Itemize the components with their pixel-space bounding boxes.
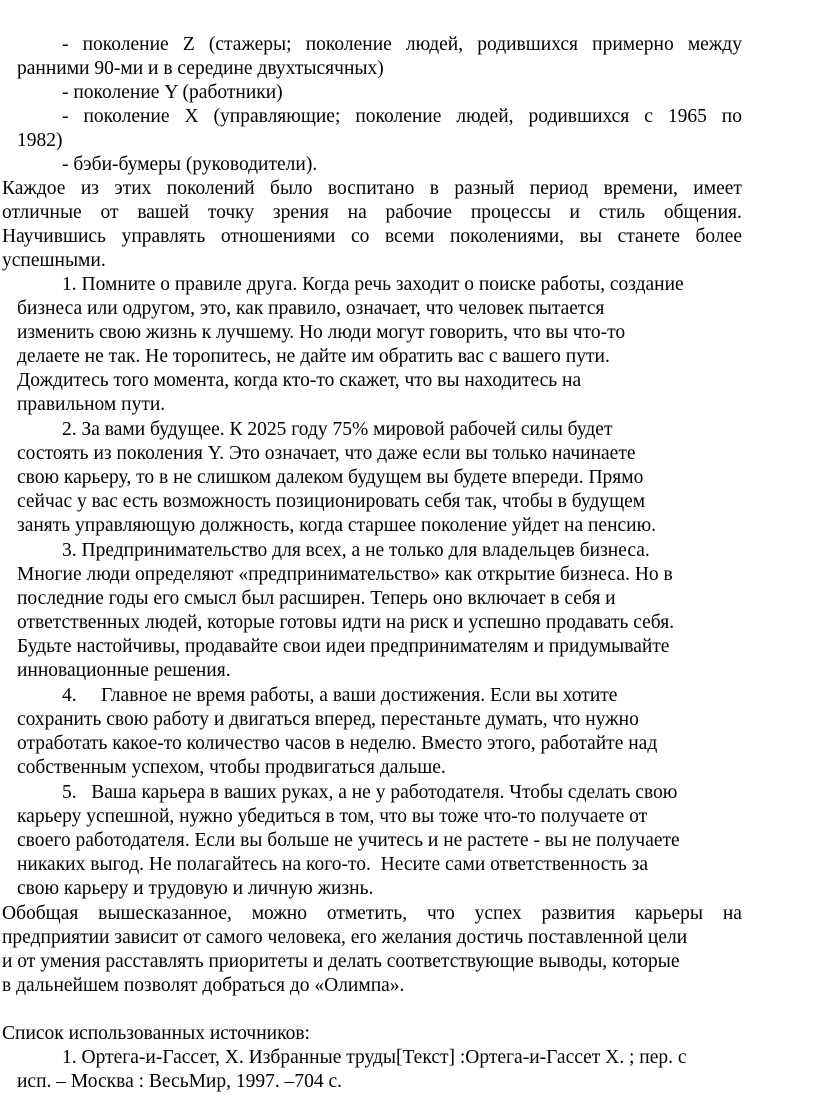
word: людей,: [405, 34, 464, 55]
word: (управляющие;: [213, 106, 341, 127]
generation-x-line-1: [62, 105, 742, 129]
word: вашей: [137, 202, 190, 223]
tip-3-line-5: Будьте настойчивы, продавайте свои идеи предпринимателям и придумывайте: [17, 636, 670, 657]
tip-2-line-1: 2. За вами будущее. К 2025 году 75% мировой рабочей силы будет: [62, 419, 613, 440]
word: воспитано: [327, 178, 415, 199]
word: 1965: [667, 106, 707, 127]
conclusion-line-2: предприятии зависит от самого человека, его желания достичь поставленной цели: [2, 927, 688, 948]
word: вы: [579, 226, 602, 247]
references-title: Список использованных источников:: [2, 1023, 310, 1044]
generation-z-line-2: ранними 90-ми и в середине двухтысячных): [17, 58, 384, 79]
generation-x-line-2: 1982): [17, 130, 63, 151]
generation-z-line-1: [62, 33, 742, 57]
tip-3-line-1: 3. Предпринимательство для всех, а не только для владельцев бизнеса.: [62, 540, 650, 561]
word: общения.: [663, 202, 742, 223]
tip-1-line-1: 1. Помните о правиле друга. Когда речь заходит о поиске работы, создание: [62, 274, 684, 295]
tip-3-line-2: Многие люди определяют «предпринимательство» как открытие бизнеса. Но в: [17, 564, 673, 585]
word: поколений: [166, 178, 255, 199]
word: процессы: [470, 202, 551, 223]
word: стиль: [598, 202, 646, 223]
word: что: [426, 903, 455, 924]
word: Обобщая: [2, 903, 79, 924]
generation-boomers: - бэби-бумеры (руководители).: [62, 154, 318, 175]
word: -: [62, 34, 69, 55]
word: станете: [617, 226, 680, 247]
word: более: [695, 226, 742, 247]
word: вышесказанное,: [98, 903, 232, 924]
word: отличные: [2, 202, 82, 223]
word: поколение: [305, 34, 392, 55]
intro-line-3: [2, 225, 742, 249]
reference-1-line-1: 1. Ортега-и-Гассет, Х. Избранные труды[Текст] :Ортега-и-Гассет Х. ; пер. с: [62, 1047, 687, 1068]
tip-4-line-2: сохранить свою работу и двигаться вперед, перестаньте думать, что нужно: [17, 709, 639, 730]
tip-5-line-3: своего работодателя. Если вы больше не учитесь и не растете - вы не получаете: [17, 830, 680, 851]
word: (стажеры;: [208, 34, 292, 55]
tip-1-line-6: правильном пути.: [17, 394, 166, 415]
tip-4-line-1: 4. Главное не время работы, а ваши достижения. Если вы хотите: [62, 685, 618, 706]
word: -: [62, 106, 69, 127]
intro-line-1: [2, 177, 742, 201]
word: зрения: [272, 202, 329, 223]
word: между: [687, 34, 742, 55]
word: рабочие: [385, 202, 453, 223]
word: поколение: [82, 34, 169, 55]
word: на: [722, 903, 742, 924]
tip-3-line-6: инновационные решения.: [17, 660, 231, 681]
word: разный: [454, 178, 515, 199]
tip-4-line-4: собственным успехом, чтобы продвигаться дальше.: [17, 757, 446, 778]
tip-1-line-3: изменить свою жизнь к лучшему. Но люди могут говорить, что вы что-то: [17, 322, 626, 343]
conclusion-line-4: в дальнейшем позволят добраться до «Олимпа».: [2, 975, 405, 996]
word: поколениями,: [449, 226, 565, 247]
tip-5-line-1: 5. Ваша карьера в ваших руках, а не у работодателя. Чтобы сделать свою: [62, 782, 678, 803]
word: успех: [474, 903, 522, 924]
word: поколение: [83, 106, 170, 127]
tip-3-line-3: последние годы его смысл был расширен. Теперь оно включает в себя и: [17, 588, 616, 609]
word: из: [80, 178, 99, 199]
tip-1-line-5: Дождитесь того момента, когда кто-то скажет, что вы находитесь на: [17, 370, 582, 391]
word: этих: [114, 178, 152, 199]
word: имеет: [693, 178, 742, 199]
word: времени,: [603, 178, 678, 199]
word: можно: [251, 903, 307, 924]
word: всеми: [384, 226, 435, 247]
word: поколение: [355, 106, 442, 127]
tip-2-line-3: свою карьеру, то в не слишком далеком будущем вы будете впереди. Прямо: [17, 467, 644, 488]
tip-5-line-5: свою карьеру и трудовую и личную жизнь.: [17, 878, 374, 899]
conclusion-line-3: и от умения расставлять приоритеты и делать соответствующие выводы, которые: [2, 951, 680, 972]
reference-1-line-2: исп. – Москва : ВесьМир, 1997. –704 с.: [17, 1071, 343, 1092]
tip-1-line-4: делаете не так. Не торопитесь, не дайте им обратить вас с вашего пути.: [17, 346, 610, 367]
word: в: [429, 178, 439, 199]
word: от: [100, 202, 119, 223]
word: Z: [182, 34, 195, 55]
word: людей,: [456, 106, 514, 127]
conclusion-line-1: [2, 902, 742, 926]
intro-line-4: успешными.: [2, 250, 106, 271]
word: Научившись: [2, 226, 106, 247]
tip-2-line-4: сейчас у вас есть возможность позиционировать себя так, чтобы в будущем: [17, 491, 646, 512]
word: отметить,: [326, 903, 408, 924]
word: X: [184, 106, 199, 127]
tip-5-line-2: карьеру успешной, нужно убедиться в том, что вы тоже что-то получаете от: [17, 806, 648, 827]
word: точку: [207, 202, 255, 223]
word: родившихся: [528, 106, 630, 127]
word: было: [270, 178, 313, 199]
tip-5-line-4: никаких выгод. Не полагайтесь на кого-то. Несите сами ответственность за: [17, 854, 649, 875]
word: период: [529, 178, 589, 199]
tip-1-line-2: бизнеса или одругом, это, как правило, означает, что человек пытается: [17, 298, 605, 319]
word: и: [569, 202, 580, 223]
intro-line-2: [2, 201, 742, 225]
word: карьеры: [634, 903, 703, 924]
generation-y: - поколение Y (работники): [62, 82, 283, 103]
word: отношениями: [220, 226, 336, 247]
tip-3-line-4: ответственных людей, которые готовы идти на риск и успешно продавать себя.: [17, 612, 675, 633]
tip-2-line-2: состоять из поколения Y. Это означает, что даже если вы только начинаете: [17, 443, 636, 464]
word: Каждое: [2, 178, 66, 199]
tip-2-line-5: занять управляющую должность, когда старшее поколение уйдет на пенсию.: [17, 515, 657, 536]
word: со: [350, 226, 370, 247]
word: по: [721, 106, 742, 127]
word: развития: [541, 903, 616, 924]
word: на: [347, 202, 367, 223]
word: управлять: [121, 226, 206, 247]
word: с: [644, 106, 653, 127]
word: примерно: [592, 34, 674, 55]
tip-4-line-3: отработать какое-то количество часов в неделю. Вместо этого, работайте над: [17, 733, 658, 754]
word: родившихся: [477, 34, 579, 55]
